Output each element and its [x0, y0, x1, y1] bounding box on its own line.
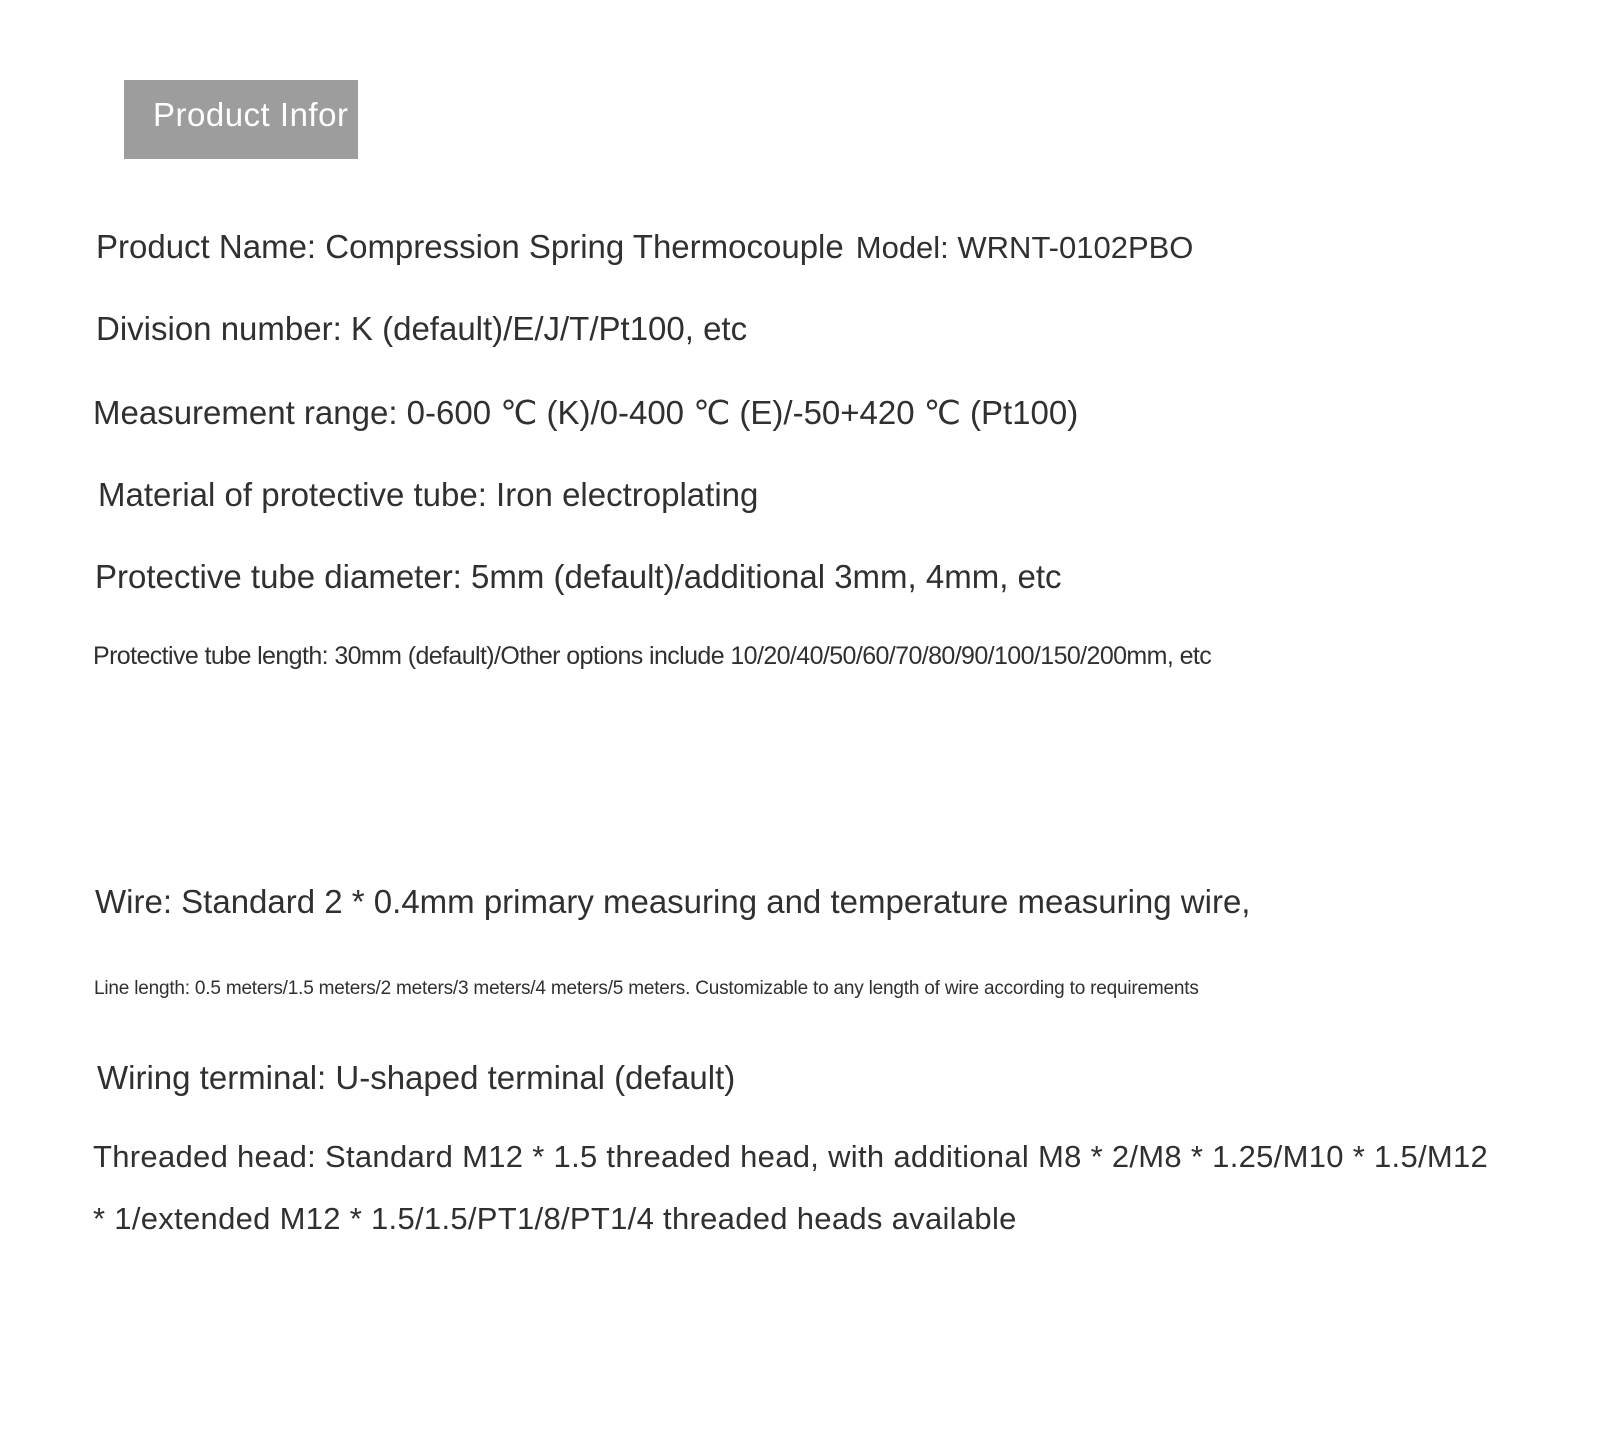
division-number-line: Division number: K (default)/E/J/T/Pt100, etc — [96, 310, 748, 347]
tube-material-line: Material of protective tube: Iron electroplating — [98, 476, 759, 513]
wiring-terminal-line: Wiring terminal: U-shaped terminal (default) — [97, 1059, 736, 1096]
wire-line: Wire: Standard 2 * 0.4mm primary measuring and temperature measuring wire, — [95, 883, 1251, 920]
tube-length-line: Protective tube length: 30mm (default)/Other options include 10/20/40/50/60/70/80/90/100/150/200mm, etc — [93, 642, 1212, 670]
measurement-range-line: Measurement range: 0-600 ℃ (K)/0-400 ℃ (E)/-50+420 ℃ (Pt100) — [93, 394, 1079, 431]
line-length-line: Line length: 0.5 meters/1.5 meters/2 meters/3 meters/4 meters/5 meters. Customizable to any length of wire according to requirements — [94, 978, 1199, 999]
section-header-label: Product Infor — [153, 96, 349, 133]
product-name-line — [96, 228, 1193, 266]
tube-diameter-line: Protective tube diameter: 5mm (default)/additional 3mm, 4mm, etc — [95, 558, 1062, 595]
section-header-badge — [124, 80, 358, 159]
threaded-head-line-1: Threaded head: Standard M12 * 1.5 threaded head, with additional M8 * 2/M8 * 1.25/M10 * 1.5/M12 — [93, 1139, 1489, 1174]
model-text: Model: WRNT-0102PBO — [855, 230, 1194, 265]
product-name-text: Product Name: Compression Spring Thermocouple — [96, 228, 844, 265]
threaded-head-line-2: * 1/extended M12 * 1.5/1.5/PT1/8/PT1/4 threaded heads available — [93, 1201, 1017, 1236]
